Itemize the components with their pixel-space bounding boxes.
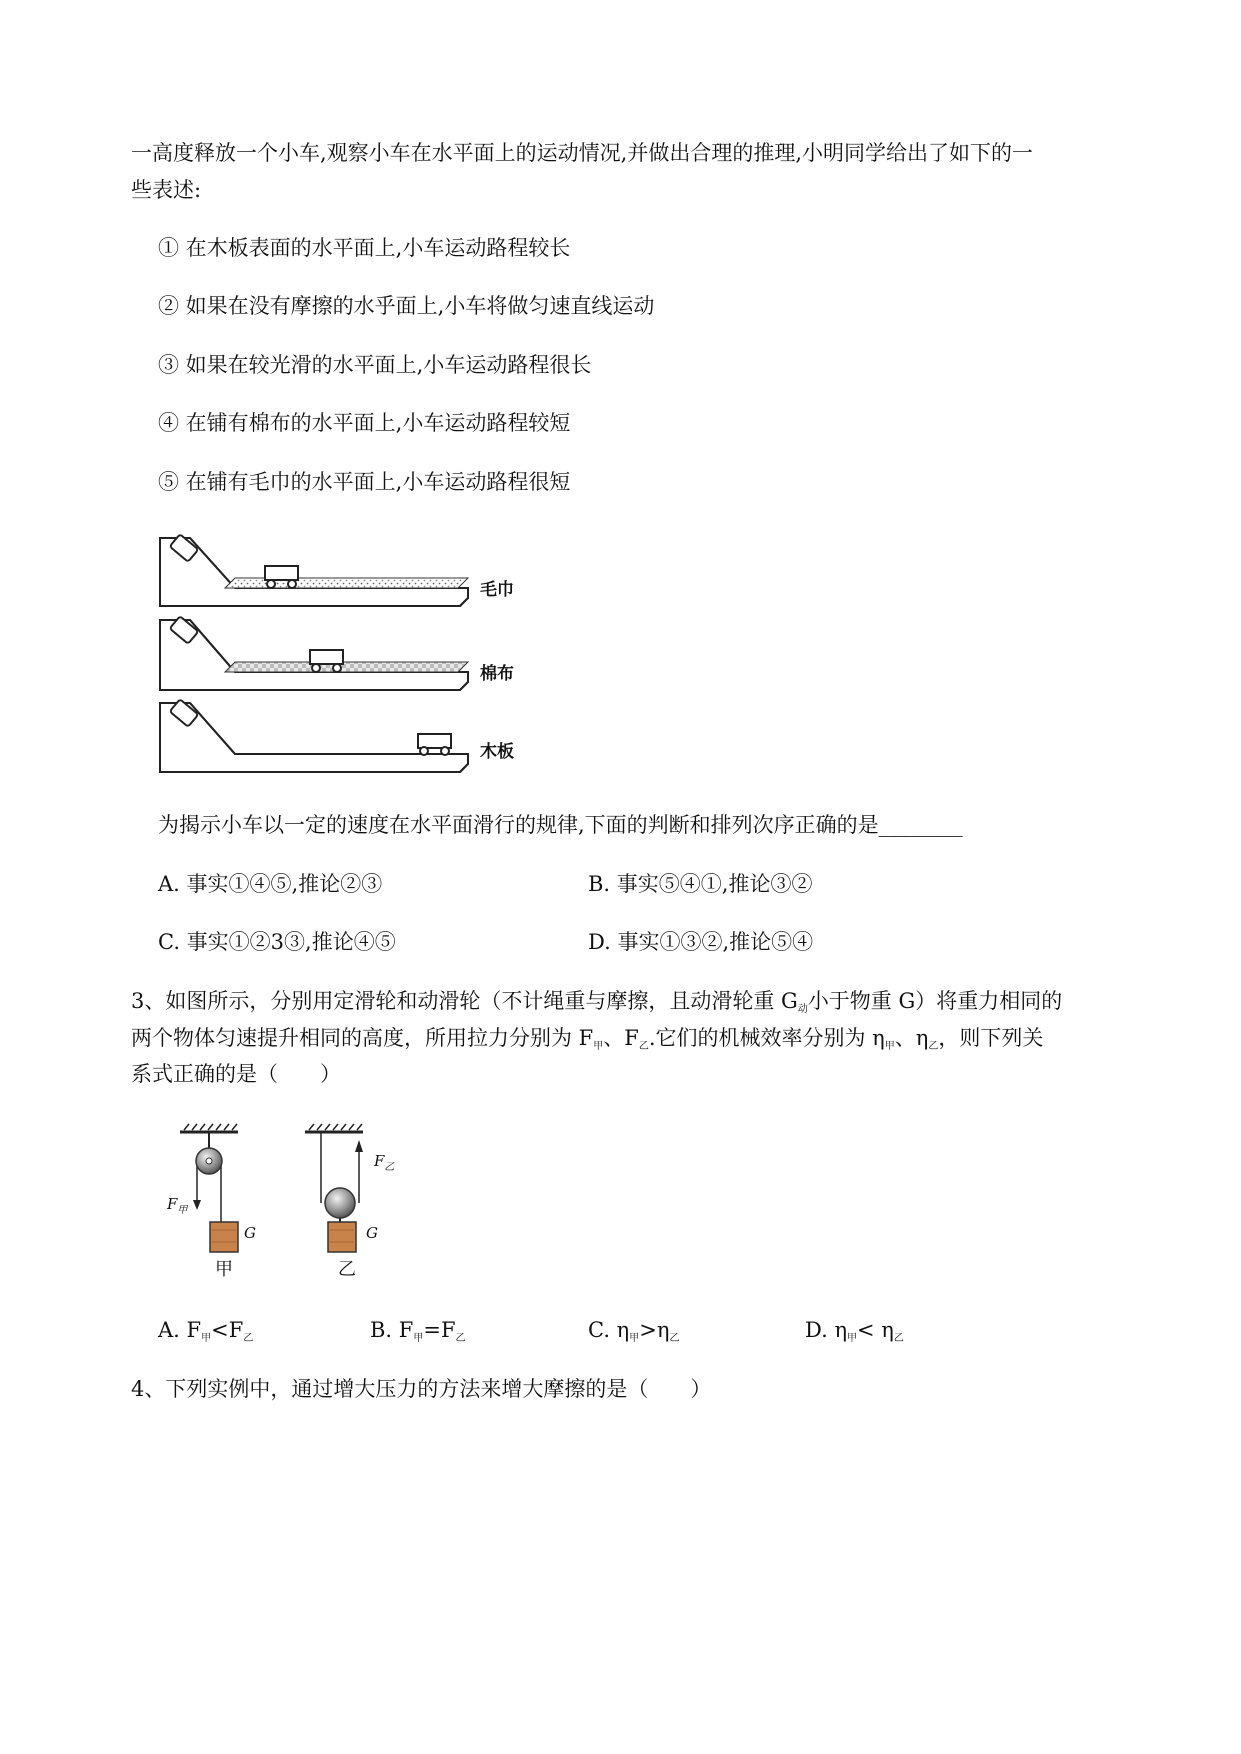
statement-1: ① 在木板表面的水平面上,小车运动路程较长 xyxy=(158,236,571,260)
q3-line1: 3、如图所示，分别用定滑轮和动滑轮（不计绳重与摩擦，且动滑轮重 $G_动$小于物重 G）将重力相同的 xyxy=(131,989,1063,1015)
q3-line3: 系式正确的是（ ） xyxy=(131,1062,341,1086)
force-yi-label: $F_乙$ xyxy=(374,1152,395,1173)
q3-line2: 两个物体匀速提升相同的高度，所用拉力分别为 $F_甲$、$F_乙$.它们的机械效率分别为 $\eta_甲$、$\eta_乙$，则下列关 xyxy=(131,1026,1044,1052)
statement-5: ⑤ 在铺有毛巾的水平面上,小车运动路程很短 xyxy=(158,470,571,494)
label-wood: 木板 xyxy=(480,742,514,762)
q2-option-a: A. 事实①④⑤,推论②③ xyxy=(158,872,383,896)
label-yi: 乙 xyxy=(338,1259,356,1280)
q4-line1: 4、下列实例中，通过增大压力的方法来增大摩擦的是（ ） xyxy=(131,1377,712,1401)
ramp-towel xyxy=(160,534,468,606)
q2-option-d: D. 事实①③②,推论⑤④ xyxy=(588,930,814,954)
ramp-wood xyxy=(160,699,468,772)
q2-option-b: B. 事实⑤④①,推论③② xyxy=(588,872,813,896)
q3-option-c: C. $\eta_甲>\eta_乙$ xyxy=(588,1318,680,1344)
pulley-figure xyxy=(160,1118,420,1288)
movable-pulley-setup xyxy=(305,1124,363,1252)
label-towel: 毛巾 xyxy=(480,580,514,600)
q3-option-d: D. $\eta_甲< \eta_乙$ xyxy=(805,1318,904,1344)
fixed-pulley-setup xyxy=(180,1124,238,1252)
q2-intro-line1: 一高度释放一个小车,观察小车在水平面上的运动情况,并做出合理的推理,小明同学给出了如下的一 xyxy=(131,141,1034,165)
q2-intro-line2: 些表述: xyxy=(131,178,202,202)
statement-3: ③ 如果在较光滑的水平面上,小车运动路程很长 xyxy=(158,353,592,377)
label-jia: 甲 xyxy=(215,1259,233,1280)
statement-4: ④ 在铺有棉布的水平面上,小车运动路程较短 xyxy=(158,411,571,435)
q2-option-c: C. 事实①②3③,推论④⑤ xyxy=(158,930,396,954)
force-jia-label: $F_甲$ xyxy=(167,1195,188,1216)
q2-question: 为揭示小车以一定的速度在水平面滑行的规律,下面的判断和排列次序正确的是________ xyxy=(158,813,963,837)
ramp-cotton xyxy=(160,616,468,690)
ramp-experiment-figure xyxy=(150,528,530,778)
label-cotton: 棉布 xyxy=(480,664,514,684)
q3-option-a: A. $F_甲<F_乙$ xyxy=(158,1318,254,1344)
weight-label-right: G xyxy=(366,1224,378,1242)
statement-2: ② 如果在没有摩擦的水乎面上,小车将做匀速直线运动 xyxy=(158,294,655,318)
q3-option-b: B. $F_甲=F_乙$ xyxy=(370,1318,466,1344)
weight-label-left: G xyxy=(244,1224,256,1242)
